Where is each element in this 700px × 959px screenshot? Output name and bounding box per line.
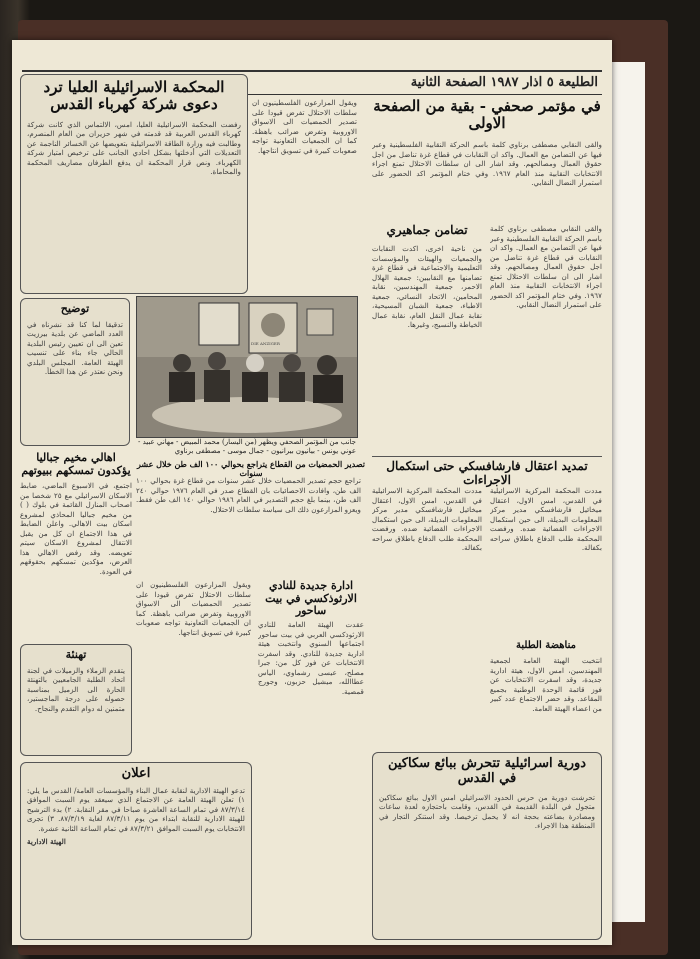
solidarity-body: من ناحية اخرى، اكدت النقابات والجمعيات والهيئات والمؤسسات التعليمية والاجتماعية في قطاع غزة تضامنها مع النقابيين: جمعية الهلال الاحمر، جمعية المهندسين، نقابة المحامين، الاتحاد النسائي، جمعية الاطباء، جمعية الشبان المسيحية، نقابة عمال النقل العام، نقابة عمال الخياطة والنسيج، وغيرها. <box>372 244 482 329</box>
clarification-title: توضيح <box>60 302 90 315</box>
court-title: المحكمة الاسرائيلية العليا ترد دعوى شركة كهرباء القدس <box>43 78 225 114</box>
divider <box>372 456 602 457</box>
ad-signature: الهيئة الادارية <box>27 837 66 847</box>
mid-lower-column: ويقول المزارعون الفلسطينيون ان سلطات الاحتلال تفرض قيودا على تصدير الحمضيات الى الاسواق الاوروبية وتفرض ضرائب باهظة. كما ان الجمعيات التعاونية تواجه صعوبات كبيرة في تسويق انتاجها. <box>136 580 251 637</box>
congrat-box <box>20 644 132 756</box>
court-article <box>20 74 248 294</box>
export-body: تراجع حجم تصدير الحمضيات خلال عشر سنوات من قطاع غزة بحوالي ١٠٠ الف طن، وافادت الاحصائيات بان القطاع صدر في العام ١٩٧٦ حوالي ٢٤٠ الف طن، بينما بلغ حجم التصدير في العام ١٩٨٦ حوالي ١٤٠ الف طن فقط. ويعزو المزارعون ذلك الى سياسة سلطات الاحتلال. <box>136 476 361 514</box>
press-conference-photo <box>136 296 358 438</box>
conference-body: والقى النقابي مصطفى برناوي كلمة باسم الحركة النقابية الفلسطينية وعبر فيها عن التضامن مع العمال. واكد ان النقابات في قطاع غزة تناضل من اجل حقوق العمال ومصالحهم. وقد اشار الى ان سلطات الاحتلال تمنع اجراء الانتخابات النقابية منذ العام ١٩٦٧. وفي ختام المؤتمر اكد الحضور على استمرار النضال النقابي. <box>372 140 602 187</box>
patrol-body: تحرشت دورية من حرس الحدود الاسرائيلي امس الاول ببائع سكاكين متجول في البلدة القديمة في القدس، وقامت باحتجازه لعدة ساعات ومصادرة بضاعته بحجة انه لا يحمل ترخيصا. وقد استنكر التجار في المنطقة هذا الاجراء. <box>379 792 595 831</box>
students-title: مناهضة الطلبة <box>516 640 576 651</box>
jalia-article <box>20 452 132 637</box>
patrol-title: دورية اسرائيلية تتحرش ببائع سكاكين في القدس <box>387 756 587 786</box>
clarification-box <box>20 298 130 446</box>
ad-title: اعلان <box>121 766 151 781</box>
club-title: ادارة جديدة للنادي الارثوذكسي في بيت ساحور <box>265 579 357 618</box>
jalia-body: اجتمع، في الاسبوع الماضي، ضابط الاسكان الاسرائيلي مع ٢٥ شخصا من اصحاب المنازل القائمة في بلوك ( ) من مخيم جباليا المحاذي لمشروع اسكان بيت الاهالي. واعلن الضابط في هذا الاجتماع ان كل من يقبل الانتقال لمشروع الاسكان سيتم تعويضه. وقد رفض الاهالي هذا العرض، مؤكدين تمسكهم بحقوقهم في العودة. <box>20 481 132 576</box>
congrat-title: تهنئة <box>65 648 87 661</box>
newspaper-page <box>12 40 612 945</box>
patrol-box <box>372 752 602 940</box>
detention-title: تمديد اعتقال فارشافسكي حتى استكمال الاجراءات <box>386 459 588 487</box>
detention-body: مددت المحكمة المركزية الاسرائيلية في القدس، امس الاول، اعتقال ميخائيل فارشافسكي مدير مركز المعلومات البديلة، الى حين استكمال الاجراءات القضائية ضده. ورفضت المحكمة طلب الدفاع باطلاق سراحه بكفالة. <box>490 486 602 552</box>
solidarity-subtitle: تضامن جماهيري <box>386 223 468 237</box>
header-title: الطليعة ٥ اذار ١٩٨٧ الصفحة الثانية <box>410 75 598 90</box>
conference-continued: والقى النقابي مصطفى برناوي كلمة باسم الحركة النقابية الفلسطينية وعبر فيها عن التضامن مع العمال. واكد ان النقابات في قطاع غزة تناضل من اجل حقوق العمال ومصالحهم. وقد اشار الى ان سلطات الاحتلال تمنع اجراء الانتخابات النقابية منذ العام ١٩٦٧. وفي ختام المؤتمر اكد الحضور على استمرار النضال النقابي. <box>490 224 602 309</box>
jalia-title: اهالي مخيم جباليا يؤكدون تمسكهم ببيوتهم <box>21 451 131 477</box>
club-body: عقدت الهيئة العامة للنادي الارثوذكسي العربي في بيت ساحور اجتماعها السنوي وانتخبت هيئة ادارية جديدة للنادي. وقد اسفرت الانتخابات عن فوز كل من: جبرا مصلح، عيسى رشماوي، الياس عطاالله، ميشيل حزبون، وجورج قمصية. <box>258 620 364 696</box>
photo-board-text: DIE ANZIGER <box>251 341 280 346</box>
middle-column-top: ويقول المزارعون الفلسطينيون ان سلطات الاحتلال تفرض قيودا على تصدير الحمضيات الى الاسواق الاوروبية وتفرض ضرائب باهظة. كما ان الجمعيات التعاونية تواجه صعوبات كبيرة في تسويق انتاجها. <box>252 98 357 155</box>
ad-body: تدعو الهيئة الادارية لنقابة عمال البناء والمؤسسات العامة/ القدس ما يلي: ١) تعلن الهيئة العامة عن الاجتماع الذي سيعقد يوم السبت الموافق ٨٧/٣/١٤ في تمام الساعة العاشرة صباحا في مقر النقابة. ٢) بدء الترشيح للهيئة الادارية للنقابة ابتداء من يوم ٨٧/٣/١١ لغاية ٨٧/٣/١٩. ٣) تجرى الانتخابات يوم السبت الموافق ٨٧/٣/٢١ في تمام الساعة الثانية عشرة. <box>27 785 245 833</box>
ad-box <box>20 762 252 940</box>
court-body: رفضت المحكمة الاسرائيلية العليا، امس، الالتماس الذي كانت شركة كهرباء القدس العربية قد قدمته في شهر حزيران من العام المنصرم، وطالبت فيه وزارة الطاقة الاسرائيلية بتعويضها عن الخسائر الناجمة عن التعديلات التي أدخلتها بشكل احادي الجانب على ترخيص امتياز شركة الكهرباء. ونص قرار المحكمة ان يدفع الطرفان مصاريف المحكمة والمحاماة. <box>27 119 241 176</box>
detention-body-continued: مددت المحكمة المركزية الاسرائيلية في القدس، امس الاول، اعتقال ميخائيل فارشافسكي مدير مركز المعلومات البديلة، الى حين استكمال الاجراءات القضائية ضده. ورفضت المحكمة طلب الدفاع باطلاق سراحه بكفالة. <box>372 486 482 552</box>
conference-title: في مؤتمر صحفي - بقية من الصفحة الاولى <box>373 97 601 133</box>
students-body: انتخبت الهيئة العامة لجمعية المهندسين، امس الاول، هيئة ادارية جديدة، وقد اسفرت الانتخابات عن فوز قائمة الوحدة الوطنية بجميع المقاعد. وقد حضر الاجتماع عدد كبير من اعضاء الهيئة العامة. <box>490 656 602 713</box>
photo-caption: جانب من المؤتمر الصحفي ويظهر (من اليسار) محمد المبيض - مهاني عبيد - عوني يونس - بيانيون بيرانيون - جمال موسى - مصطفى برناوي <box>138 438 356 455</box>
export-title: تصدير الحمضيات من القطاع يتراجع بحوالي ١٠٠ الف طن خلال عشر سنوات <box>137 459 365 479</box>
photo-scene <box>137 297 357 437</box>
congrat-body: يتقدم الزملاء والزميلات في لجنة اتحاد الطلبة الجامعيين بالتهنئة الحارة الى الزميل بمناسبة حصوله على درجة الماجستير، متمنين له دوام التقدم والنجاح. <box>27 665 125 713</box>
clarification-body: تدقيقا لما كنا قد نشرناه في العدد الماضي عن بلدية بيرزيت تعين الى ان تعيين رئيس البلدية الحالي جاء بناء على تنسيب الهيئة العامة. المجلس البلدي ونحن نعتذر عن هذا الخطأ. <box>27 319 123 377</box>
